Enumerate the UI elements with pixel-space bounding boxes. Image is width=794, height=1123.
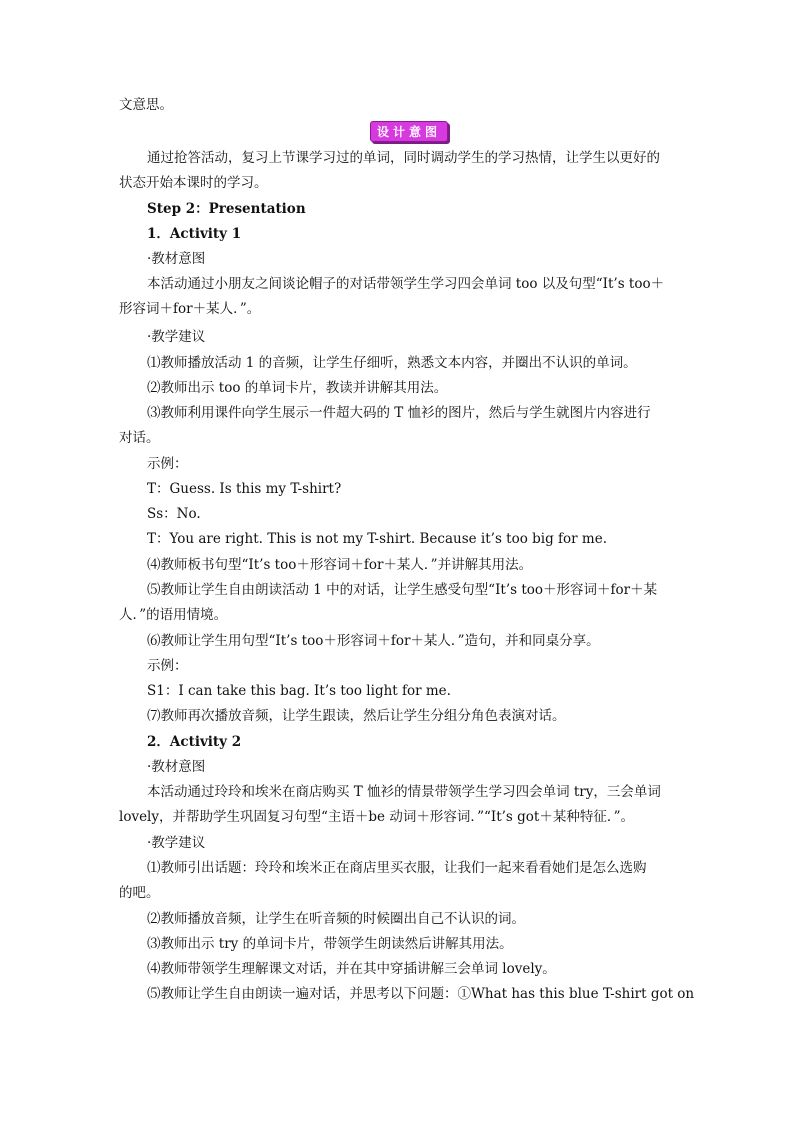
section-heading: Step 2：Presentation xyxy=(147,201,306,217)
text-line: 示例： xyxy=(147,658,188,674)
text-line: S1：I can take this bag. It’s too light for me. xyxy=(147,683,451,699)
design-intent-badge xyxy=(366,121,452,141)
text-line: 本活动通过小朋友之间谈论帽子的对话带领学生学习四会单词 too 以及句型“It’s too＋ xyxy=(147,276,665,292)
text-line: 人．”的语用情境。 xyxy=(119,607,228,623)
text-line: T：You are right. This is not my T-shirt. Because it’s too big for me. xyxy=(147,531,608,547)
subsection-heading: 2．Activity 2 xyxy=(147,734,242,750)
text-line: 的吧。 xyxy=(119,885,160,901)
text-line: 文意思。 xyxy=(119,97,173,113)
text-line: ⑹教师让学生用句型“It’s too＋形容词＋for＋某人．”造句，并和同桌分享。 xyxy=(147,633,600,649)
text-line: ⑺教师再次播放音频，让学生跟读，然后让学生分组分角色表演对话。 xyxy=(147,708,566,724)
text-line: ⑸教师让学生自由朗读活动 1 中的对话，让学生感受句型“It’s too＋形容词＋for＋某 xyxy=(147,582,658,598)
label-line: ·教学建议 xyxy=(147,329,206,345)
text-line: 通过抢答活动，复习上节课学习过的单词，同时调动学生的学习热情，让学生以更好的 xyxy=(147,150,660,166)
text-line: ⑵教师播放音频，让学生在听音频的时候圈出自己不认识的词。 xyxy=(147,911,525,927)
text-line: 本活动通过玲玲和埃米在商店购买 T 恤衫的情景带领学生学习四会单词 try，三会单词 xyxy=(147,784,661,800)
label-line: ·教材意图 xyxy=(147,251,206,267)
subsection-heading: 1．Activity 1 xyxy=(147,226,242,242)
label-line: ·教学建议 xyxy=(147,835,206,851)
text-line: T：Guess. Is this my T-shirt? xyxy=(147,481,342,497)
text-line: ⑷教师带领学生理解课文对话，并在其中穿插讲解三会单词 lovely。 xyxy=(147,961,556,977)
text-line: ⑷教师板书句型“It’s too＋形容词＋for＋某人．”并讲解其用法。 xyxy=(147,557,533,573)
text-line: Ss：No. xyxy=(147,506,201,522)
design-intent-label: 设计意图 xyxy=(370,121,448,142)
text-line: 对话。 xyxy=(119,430,160,446)
text-line: 形容词＋for＋某人．”。 xyxy=(119,301,261,317)
text-line: ⑶教师出示 try 的单词卡片，带领学生朗读然后讲解其用法。 xyxy=(147,936,513,952)
text-line: ⑶教师利用课件向学生展示一件超大码的 T 恤衫的图片，然后与学生就图片内容进行 xyxy=(147,405,651,421)
text-line: 状态开始本课时的学习。 xyxy=(119,175,268,191)
text-line: lovely，并帮助学生巩固复习句型“主语＋be 动词＋形容词．”“It’s got＋某种特征．”。 xyxy=(119,809,634,825)
text-line: 示例： xyxy=(147,456,188,472)
text-line: ⑸教师让学生自由朗读一遍对话，并思考以下问题：①What has this blue T-shirt got on xyxy=(147,986,695,1002)
text-line: ⑴教师引出话题：玲玲和埃米正在商店里买衣服，让我们一起来看看她们是怎么选购 xyxy=(147,860,647,876)
label-line: ·教材意图 xyxy=(147,759,206,775)
text-line: ⑴教师播放活动 1 的音频，让学生仔细听，熟悉文本内容，并圈出不认识的单词。 xyxy=(147,355,637,371)
text-line: ⑵教师出示 too 的单词卡片，教读并讲解其用法。 xyxy=(147,380,448,396)
